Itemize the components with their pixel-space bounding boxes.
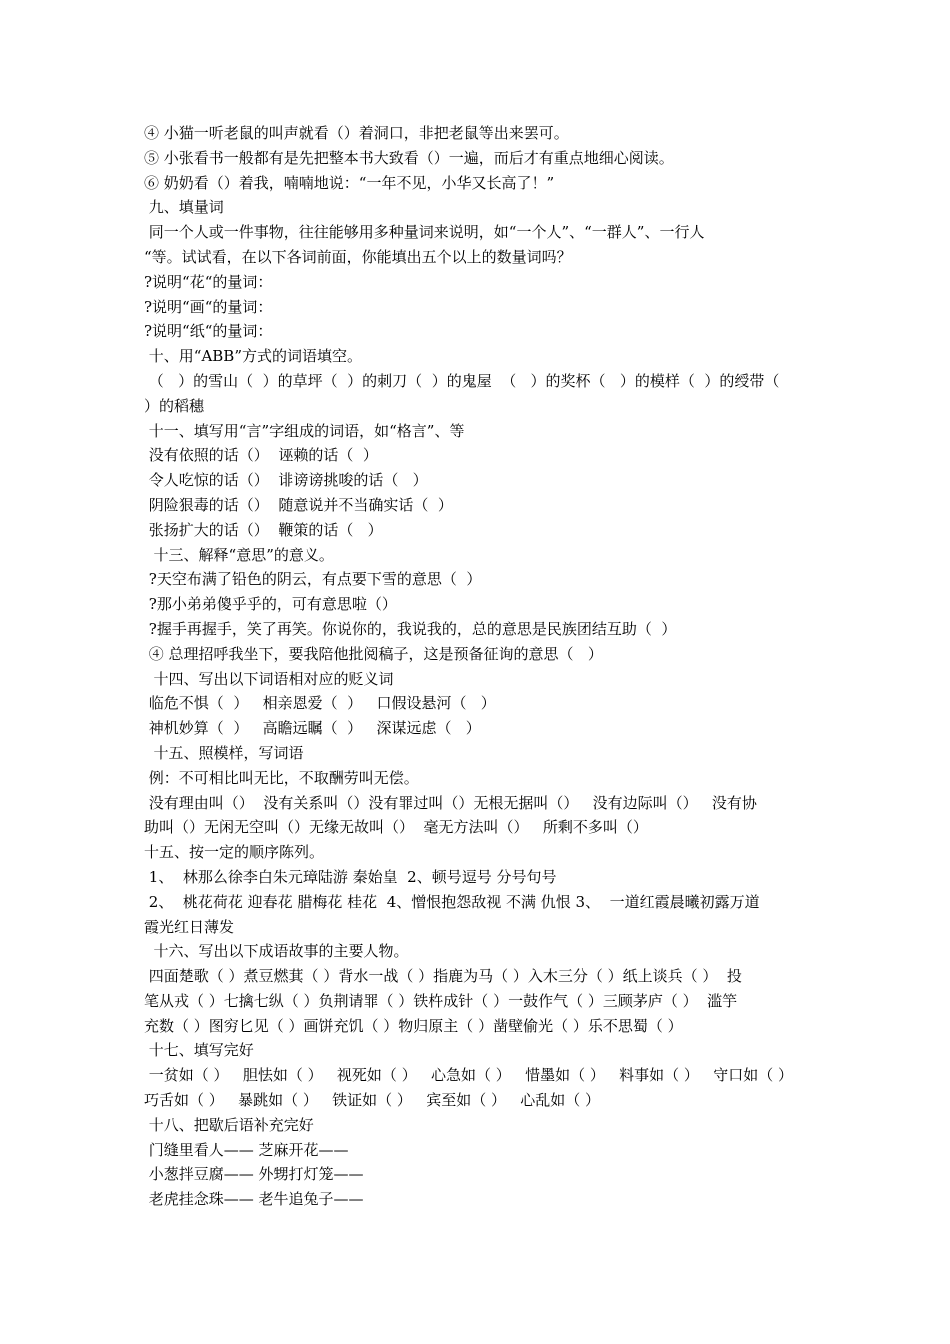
text-line: 笔从戎（ ）七擒七纵（ ）负荆请罪（ ）铁杵成针（ ）一鼓作气（ ）三顾茅庐（ ） 滥竽	[144, 991, 738, 1010]
text-line: ④ 总理招呼我坐下，要我陪他批阅稿子，这是预备征询的意思（ ）	[144, 644, 603, 663]
text-line: 没有理由叫（） 没有关系叫（）没有罪过叫（）无根无据叫（） 没有边际叫（） 没有协	[144, 793, 757, 812]
text-line: ④ 小猫一听老鼠的叫声就看（）着洞口，非把老鼠等出来罢可。	[144, 124, 569, 142]
text-line: 例：不可相比叫无比，不取酬劳叫无偿。	[144, 768, 419, 787]
section-heading: 九、填量词	[144, 198, 224, 217]
text-line: 2、 桃花荷花 迎春花 腊梅花 桂花 4、憎恨抱怨敌视 不满 仇恨 3、 一道红霞晨曦初露万道	[144, 892, 760, 911]
section-heading: 十一、填写用“言”字组成的词语，如“格言”、等	[144, 421, 465, 440]
text-line: 巧舌如（ ） 暴跳如（ ） 铁证如（ ） 宾至如（ ） 心乱如（ ）	[144, 1091, 601, 1110]
section-heading: 十四、写出以下词语相对应的贬义词	[144, 669, 394, 688]
text-line: ?说明“纸“的量词：	[144, 322, 273, 341]
text-line: ）的稻穗	[144, 396, 205, 415]
text-line: ?那小弟弟傻乎乎的，可有意思啦（）	[144, 595, 397, 614]
text-line: 门缝里看人—— 芝麻开花——	[144, 1140, 349, 1159]
section-heading: 十八、把歇后语补充完好	[144, 1115, 314, 1134]
text-line: 令人吃惊的话（） 诽谤谤挑唆的话（ ）	[144, 471, 428, 490]
text-line: 小葱拌豆腐—— 外甥打灯笼——	[144, 1165, 364, 1184]
text-line: ⑤ 小张看书一般都有是先把整本书大致看（）一遍，而后才有重点地细心阅读。	[144, 148, 674, 167]
section-heading: 十五、照模样，写词语	[144, 743, 304, 762]
text-line: 阴险狠毒的话（） 随意说并不当确实话（ ）	[144, 495, 453, 514]
text-line: 神机妙算（ ） 高瞻远瞩（ ） 深谋远虑（ ）	[144, 719, 481, 738]
section-heading: 十七、填写完好	[144, 1041, 254, 1060]
text-line: ?说明“花“的量词：	[144, 272, 273, 291]
text-line: 霞光红日薄发	[144, 917, 235, 936]
section-heading: 十、用“ABB”方式的词语填空。	[144, 347, 362, 366]
text-line: 临危不惧（ ） 相亲恩爱（ ） 口假设悬河（ ）	[144, 694, 496, 713]
text-line: 张扬扩大的话（） 鞭策的话（ ）	[144, 520, 383, 539]
text-line: （ ）的雪山（ ）的草坪（ ）的刺刀（ ）的鬼屋 （ ）的奖杯（ ）的模样（ ）的绶带（	[144, 371, 780, 390]
section-heading: 十五、按一定的顺序陈列。	[144, 843, 325, 862]
text-line: ⑥ 奶奶看（）着我，喃喃地说：“一年不见，小华又长高了！”	[144, 173, 555, 192]
text-line: ?说明“画“的量词：	[144, 297, 273, 316]
document-page	[144, 121, 810, 1212]
section-heading: 十六、写出以下成语故事的主要人物。	[144, 942, 409, 961]
text-line: 助叫（）无闲无空叫（）无缘无故叫（） 毫无方法叫（） 所剩不多叫（）	[144, 818, 648, 837]
text-line: 充数（ ）图穷匕见（ ）画饼充饥（ ）物归原主（ ）凿壁偷光（ ）乐不思蜀（ ）	[144, 1016, 683, 1035]
text-line: 老虎挂念珠—— 老牛追兔子——	[144, 1190, 364, 1209]
text-line: “等。试试看，在以下各词前面，你能填出五个以上的数量词吗？	[144, 247, 572, 266]
text-line: 一贫如（ ） 胆怯如（ ） 视死如（ ） 心急如（ ） 惜墨如（ ） 料事如（ ） 守口如（ ）	[144, 1066, 793, 1085]
text-line: 四面楚歌（ ）煮豆燃萁（ ）背水一战（ ）指鹿为马（ ）入木三分（ ）纸上谈兵（ ） 投	[144, 967, 742, 986]
text-line: ?天空布满了铅色的阴云，有点要下雪的意思（ ）	[144, 570, 482, 589]
text-line: 1、 林那么徐李白朱元璋陆游 秦始皇 2、顿号逗号 分号句号	[144, 867, 557, 886]
text-line: 没有依照的话（） 诬赖的话（ ）	[144, 446, 378, 465]
text-line: 同一个人或一件事物，往往能够用多种量词来说明，如“一个人”、“一群人”、一行人	[144, 223, 705, 242]
text-line: ?握手再握手，笑了再笑。你说你的，我说我的，总的意思是民族团结互助（ ）	[144, 619, 677, 638]
section-heading: 十三、解释“意思”的意义。	[144, 545, 334, 564]
